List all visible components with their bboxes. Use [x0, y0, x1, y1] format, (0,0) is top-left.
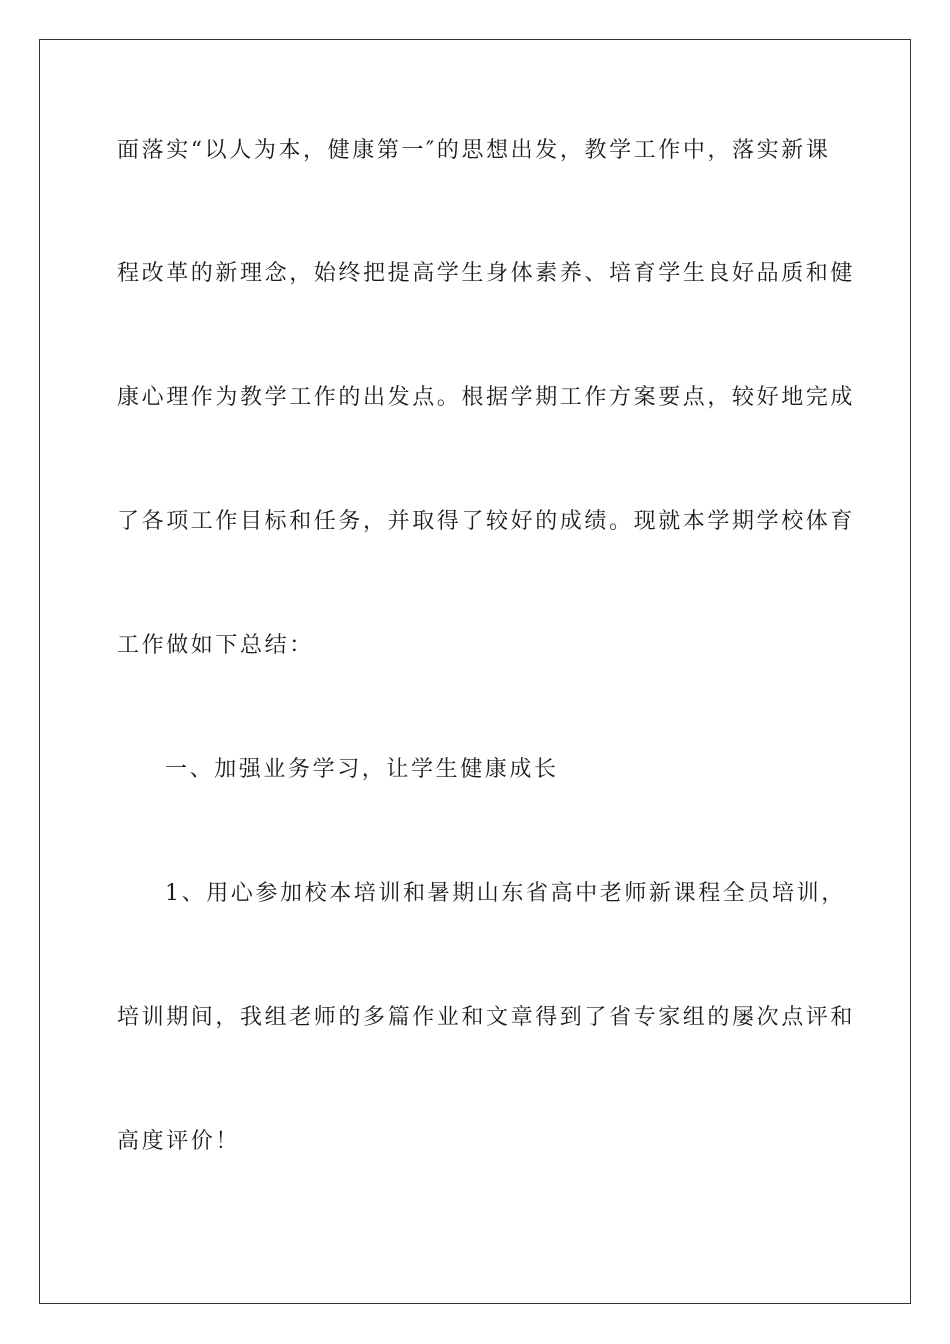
paragraph-line: 1、用心参加校本培训和暑期山东省高中老师新课程全员培训，	[165, 881, 846, 906]
paragraph-line: 培训期间，我组老师的多篇作业和文章得到了省专家组的屡次点评和	[117, 1005, 856, 1030]
paragraph-line: 程改革的新理念，始终把提高学生身体素养、培育学生良好品质和健	[117, 261, 856, 286]
paragraph-line: 面落实“以人为本，健康第一″的思想出发，教学工作中，落实新课	[117, 138, 831, 163]
paragraph-line: 工作做如下总结：	[117, 633, 314, 658]
section-heading: 一、加强业务学习，让学生健康成长	[165, 757, 559, 782]
page-border	[39, 39, 911, 1304]
paragraph-line: 了各项工作目标和任务，并取得了较好的成绩。现就本学期学校体育	[117, 509, 856, 534]
paragraph-line: 康心理作为教学工作的出发点。根据学期工作方案要点，较好地完成	[117, 385, 856, 410]
paragraph-line: 高度评价！	[117, 1129, 241, 1154]
